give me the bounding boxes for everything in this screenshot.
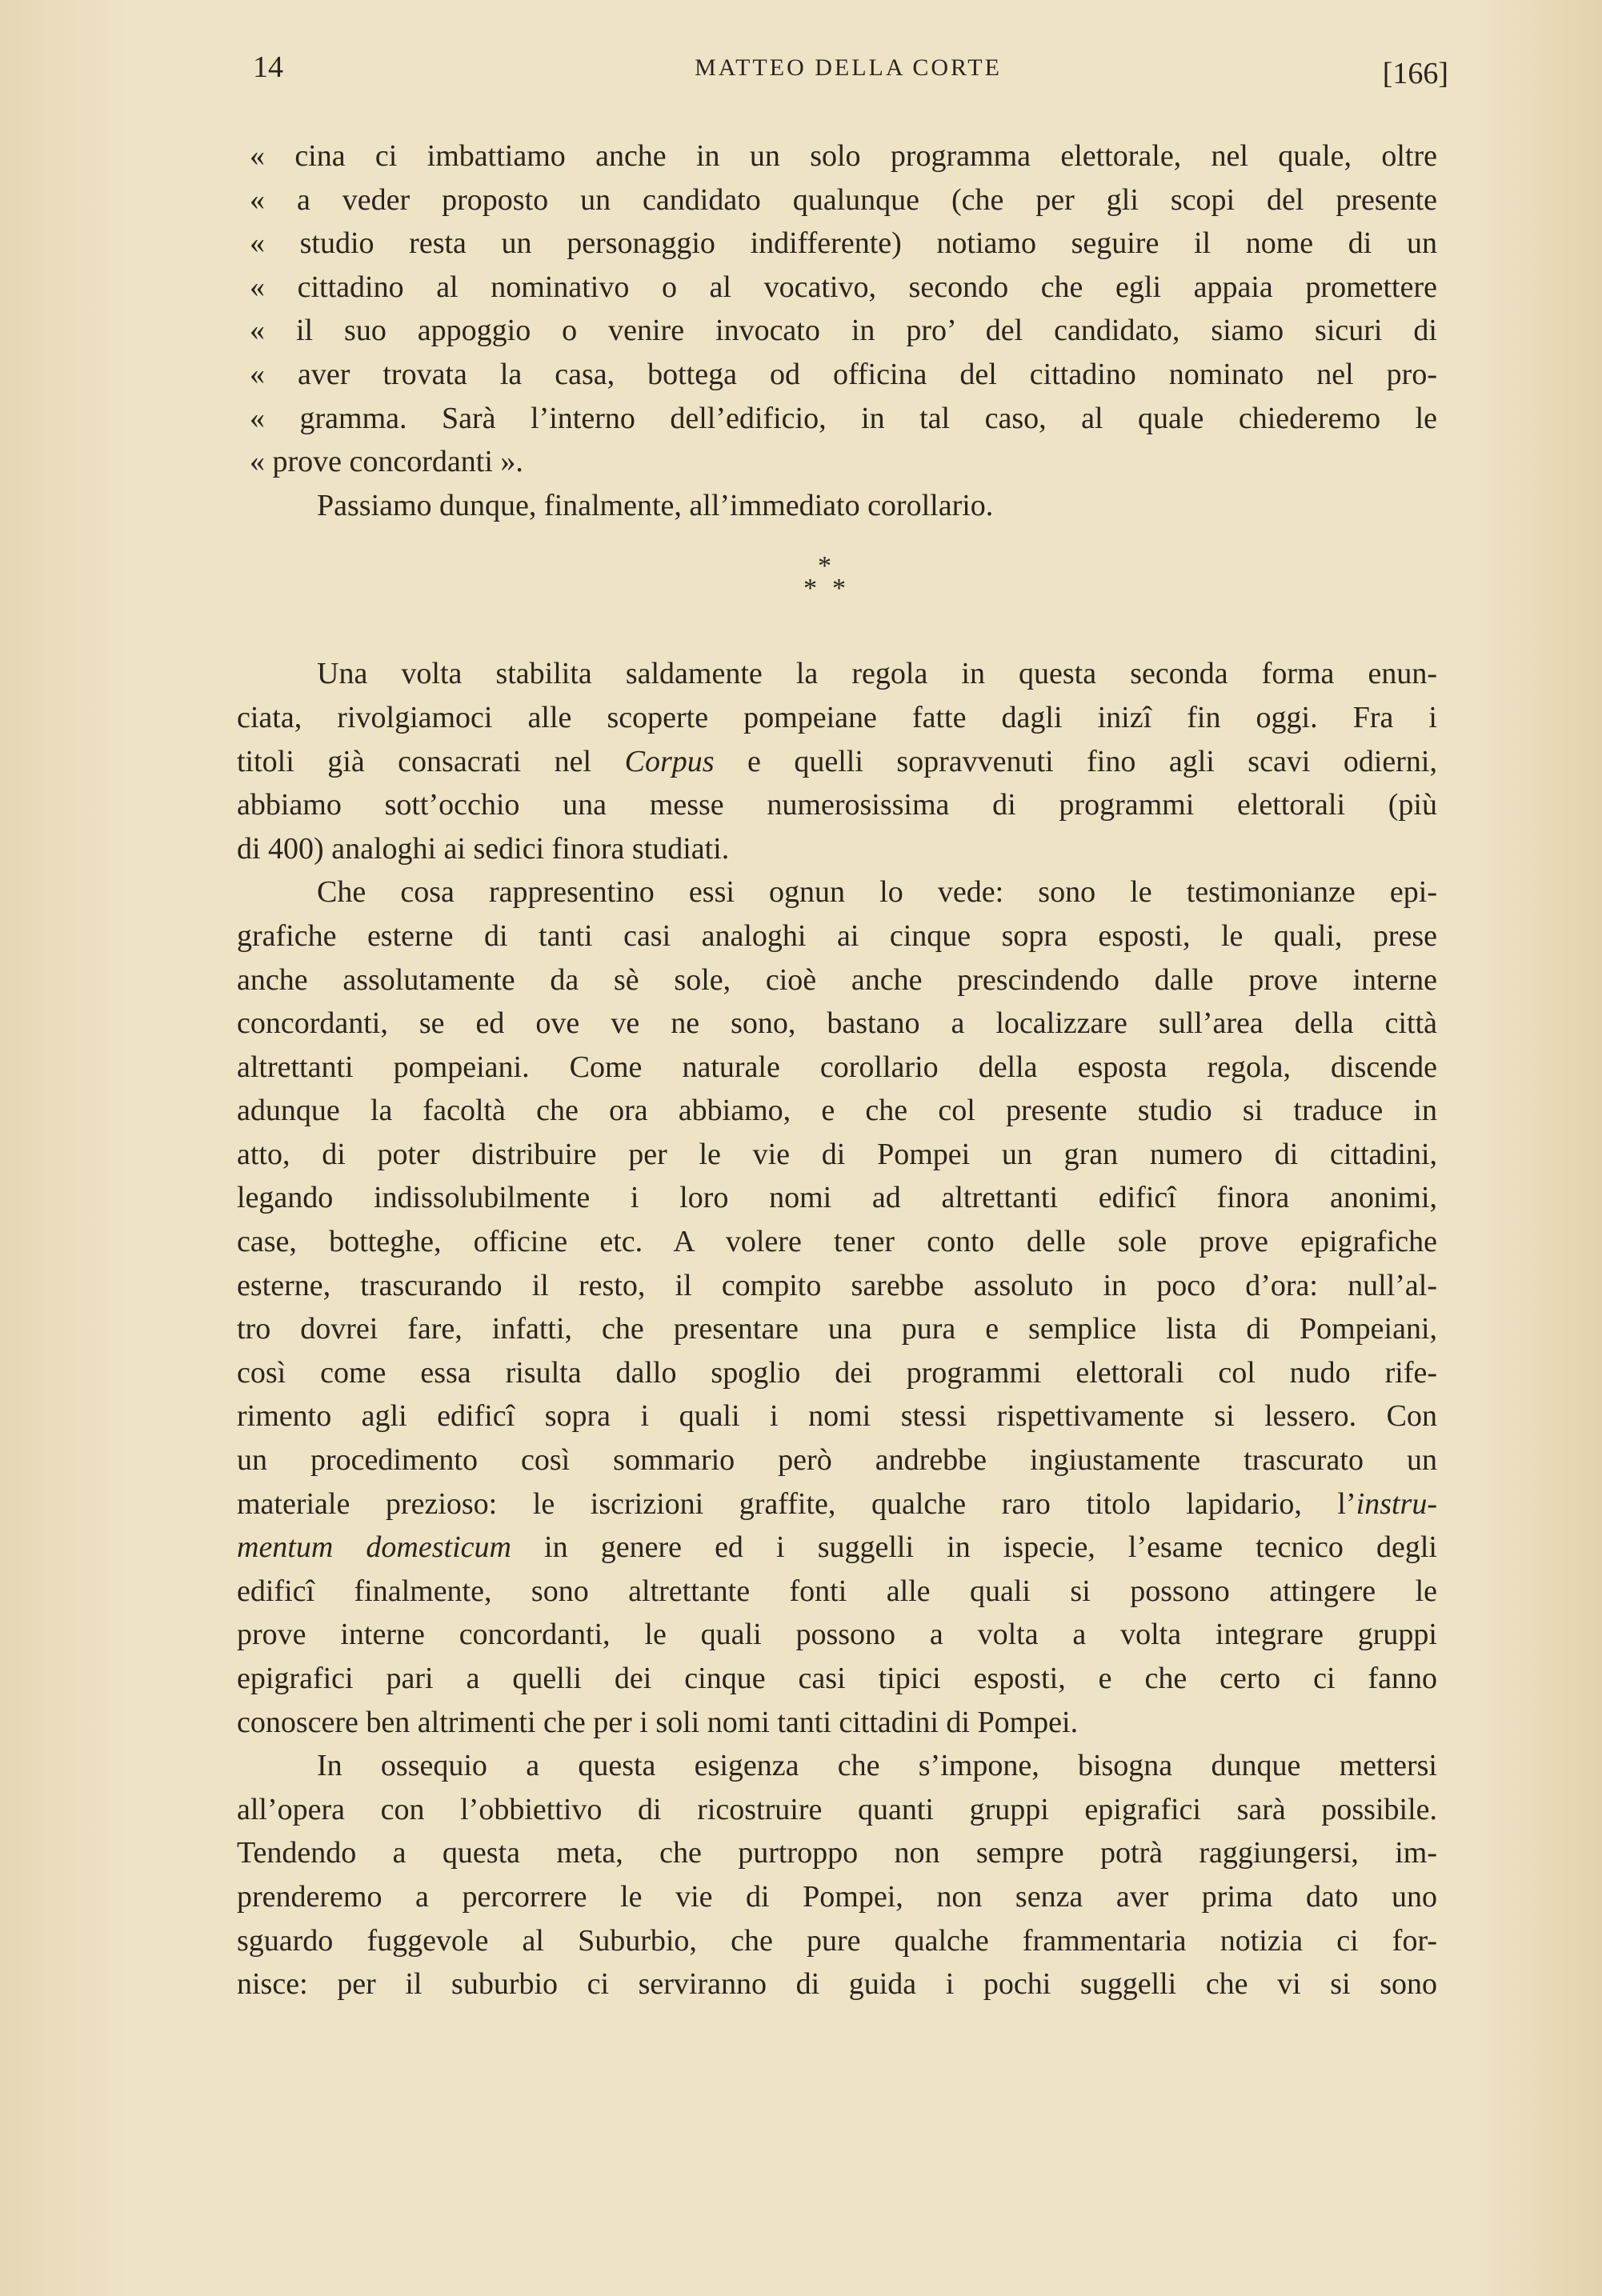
- section-separator: [237, 527, 1437, 652]
- text-line: Una volta stabilita saldamente la regola in questa seconda forma enun-: [317, 657, 1437, 691]
- text-line: tro dovrei fare, infatti, che presentare una pura e semplice lista di Pompeiani,: [237, 1312, 1437, 1346]
- text-line: epigrafici pari a quelli dei cinque casi tipici esposti, e che certo ci fanno: [237, 1662, 1437, 1695]
- text-line: nisce: per il suburbio ci serviranno di guida i pochi suggelli che vi si sono: [237, 1967, 1437, 2002]
- paragraph-rule: [237, 652, 1437, 870]
- text-line: adunque la facoltà che ora abbiamo, e che col presente studio si traduce in: [237, 1094, 1437, 1128]
- asterism-star: *: [818, 551, 831, 582]
- text-run: in genere ed i suggelli in ispecie, l’esame tecnico degli: [511, 1530, 1437, 1565]
- text-line: grafiche esterne di tanti casi analoghi ai cinque sopra esposti, le quali, prese: [237, 918, 1437, 953]
- text-line: Tendendo a questa meta, che purtroppo non sempre potrà raggiungersi, im-: [237, 1836, 1437, 1870]
- text-run: e quelli sopravvenuti fino agli scavi odierni,: [714, 744, 1437, 778]
- text-line: Passiamo dunque, finalmente, all’immediato corollario.: [317, 488, 994, 522]
- text-line: In ossequio a questa esigenza che s’impone, bisogna dunque mettersi: [317, 1749, 1437, 1783]
- text-line: altrettanti pompeiani. Come naturale corollario della esposta regola, discende: [237, 1050, 1437, 1084]
- text-line: « aver trovata la casa, bottega od officina del cittadino nominato nel pro-: [250, 357, 1437, 391]
- running-title: MATTEO DELLA CORTE: [695, 54, 1002, 81]
- italic-run: instru-: [1356, 1486, 1437, 1521]
- text-line: « studio resta un personaggio indifferente) notiamo seguire il nome di un: [250, 226, 1437, 261]
- paragraph-method: [237, 1744, 1437, 2006]
- text-line: « cina ci imbattiamo anche in un solo programma elettorale, nel quale, oltre: [250, 139, 1437, 173]
- text-line: così come essa risulta dallo spoglio dei programmi elettorali col nudo rife-: [237, 1355, 1437, 1390]
- text-line: edificî finalmente, sono altrettante fonti alle quali si possono attingere le: [237, 1574, 1437, 1608]
- italic-run: mentum domesticum: [237, 1530, 511, 1565]
- text-line: rimento agli edificî sopra i quali i nomi stessi rispettivamente si lessero. Con: [237, 1399, 1437, 1434]
- text-line: prenderemo a percorrere le vie di Pompei, non senza aver prima dato uno: [237, 1879, 1437, 1914]
- text-line: legando indissolubilmente i loro nomi ad altrettanti edificî finora anonimi,: [237, 1181, 1437, 1215]
- text-run: titoli già consacrati nel: [237, 744, 625, 778]
- text-line: conoscere ben altrimenti che per i soli nomi tanti cittadini di Pompei.: [237, 1705, 1079, 1739]
- running-header: [248, 50, 1448, 98]
- text-line: [237, 1482, 1437, 1526]
- text-line: « a veder proposto un candidato qualunque (che per gli scopi del presente: [250, 182, 1437, 217]
- text-line: atto, di poter distribuire per le vie di Pompei un gran numero di cittadini,: [237, 1137, 1437, 1171]
- text-line: case, botteghe, officine etc. A volere tener conto delle sole prove epigrafiche: [237, 1225, 1437, 1259]
- text-line: sguardo fuggevole al Suburbio, che pure qualche frammentaria notizia ci for-: [237, 1923, 1437, 1958]
- asterism-star: *: [832, 574, 846, 604]
- text-line: ciata, rivolgiamoci alle scoperte pompeiane fatte dagli inizî fin oggi. Fra i: [237, 700, 1437, 734]
- text-line: un procedimento così sommario però andrebbe ingiustamente trascurato un: [237, 1443, 1437, 1478]
- bracket-page-number: [166]: [1382, 57, 1448, 90]
- text-line: concordanti, se ed ove ve ne sono, bastano a localizzare sull’area della città: [237, 1006, 1437, 1041]
- page-number: 14: [253, 50, 283, 84]
- paragraph-corollary: [237, 484, 1437, 528]
- text-line: [237, 1526, 1437, 1570]
- text-line: « cittadino al nominativo o al vocativo, secondo che egli appaia promettere: [250, 270, 1437, 304]
- text-line: all’opera con l’obbiettivo di ricostruire quanti gruppi epigrafici sarà possibile.: [237, 1792, 1437, 1826]
- text-line: « gramma. Sarà l’interno dell’edificio, in tal caso, al quale chiederemo le: [250, 401, 1437, 435]
- text-line: di 400) analoghi ai sedici finora studiati.: [237, 831, 730, 866]
- text-line: anche assolutamente da sè sole, cioè anche prescindendo dalle prove interne: [237, 962, 1437, 997]
- text-line: « il suo appoggio o venire invocato in pro’ del candidato, siamo sicuri di: [250, 314, 1437, 348]
- text-line: Che cosa rappresentino essi ognun lo vede: sono le testimonianze epi-: [317, 875, 1437, 910]
- quoted-paragraph: [237, 134, 1437, 484]
- text-line: prove interne concordanti, le quali possono a volta a volta integrare gruppi: [237, 1618, 1437, 1652]
- paragraph-testimony: [237, 870, 1437, 1744]
- text-line: [237, 740, 1437, 784]
- body-text: [237, 134, 1437, 2006]
- italic-run: Corpus: [624, 744, 715, 778]
- text-line: « prove concordanti ».: [250, 445, 523, 479]
- asterism-star: *: [803, 574, 817, 604]
- text-line: esterne, trascurando il resto, il compito sarebbe assoluto in poco d’ora: null’al-: [237, 1268, 1437, 1302]
- text-run: materiale prezioso: le iscrizioni graffite, qualche raro titolo lapidario, l’: [237, 1486, 1356, 1521]
- text-line: abbiamo sott’occhio una messe numerosissima di programmi elettorali (più: [237, 788, 1437, 822]
